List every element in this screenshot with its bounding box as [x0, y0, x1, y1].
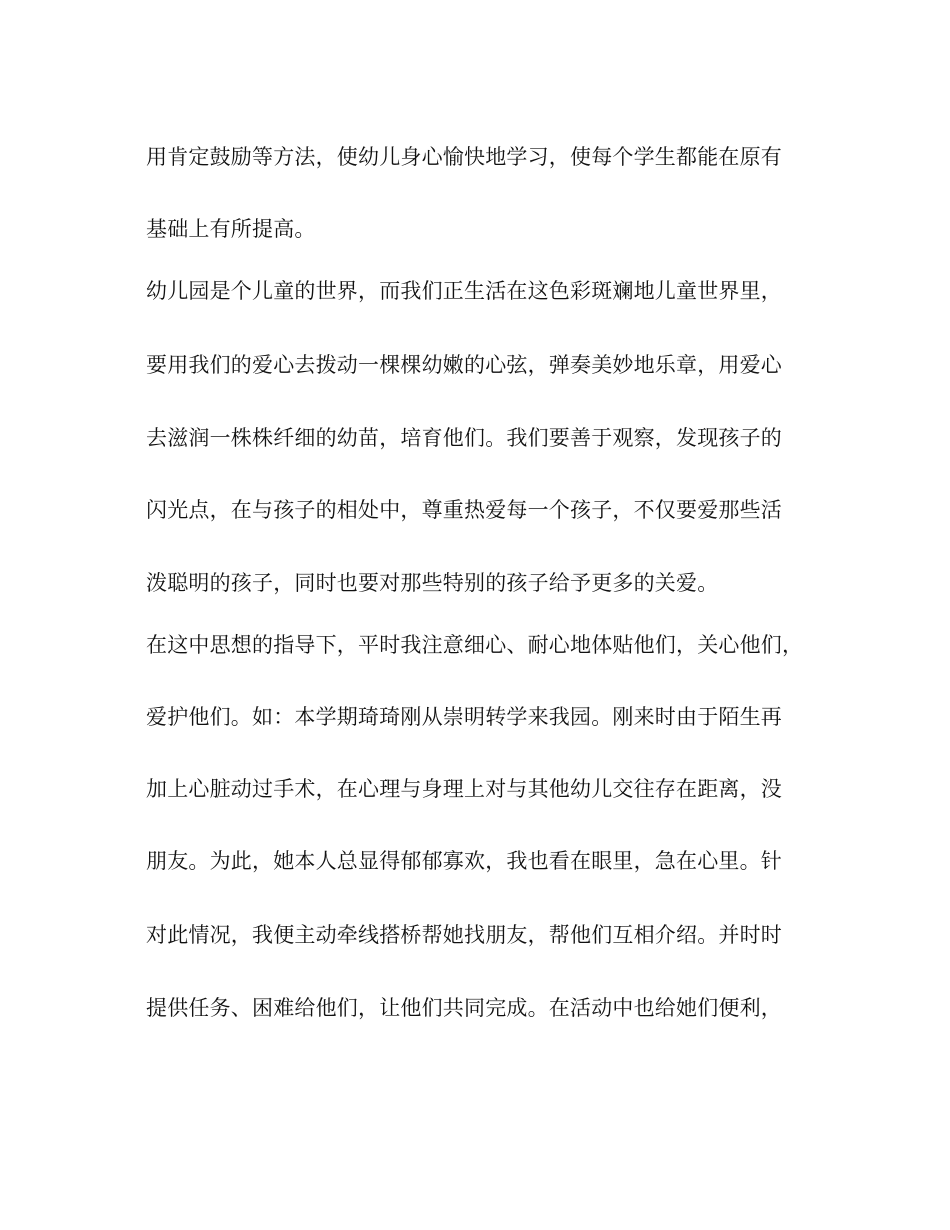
text-line: 闪光点，在与孩子的相处中，尊重热爱每一个孩子，不仅要爱那些活 — [146, 498, 782, 522]
text-line: 去滋润一株株纤细的幼苗，培育他们。我们要善于观察，发现孩子的 — [146, 426, 782, 450]
text-line: 对此情况，我便主动牵线搭桥帮她找朋友，帮他们互相介绍。并时时 — [146, 923, 782, 947]
text-line: 基础上有所提高。 — [146, 217, 316, 241]
text-line: 幼儿园是个儿童的世界，而我们正生活在这色彩斑斓地儿童世界里， — [146, 279, 782, 303]
text-line: 加上心脏动过手术，在心理与身理上对与其他幼儿交往存在距离，没 — [146, 777, 782, 801]
text-line: 要用我们的爱心去拨动一棵棵幼嫩的心弦，弹奏美妙地乐章，用爱心 — [146, 353, 782, 377]
text-line: 爱护他们。如：本学期琦琦刚从崇明转学来我园。刚来时由于陌生再 — [146, 705, 782, 729]
text-line: 泼聪明的孩子，同时也要对那些特别的孩子给予更多的关爱。 — [146, 571, 719, 595]
text-line: 提供任务、困难给他们，让他们共同完成。在活动中也给她们便利， — [146, 996, 782, 1020]
text-line: 用肯定鼓励等方法，使幼儿身心愉快地学习，使每个学生都能在原有 — [146, 145, 782, 169]
text-line: 在这中思想的指导下，平时我注意细心、耐心地体贴他们，关心他们， — [146, 633, 804, 657]
text-line: 朋友。为此，她本人总显得郁郁寡欢，我也看在眼里，急在心里。针 — [146, 849, 782, 873]
